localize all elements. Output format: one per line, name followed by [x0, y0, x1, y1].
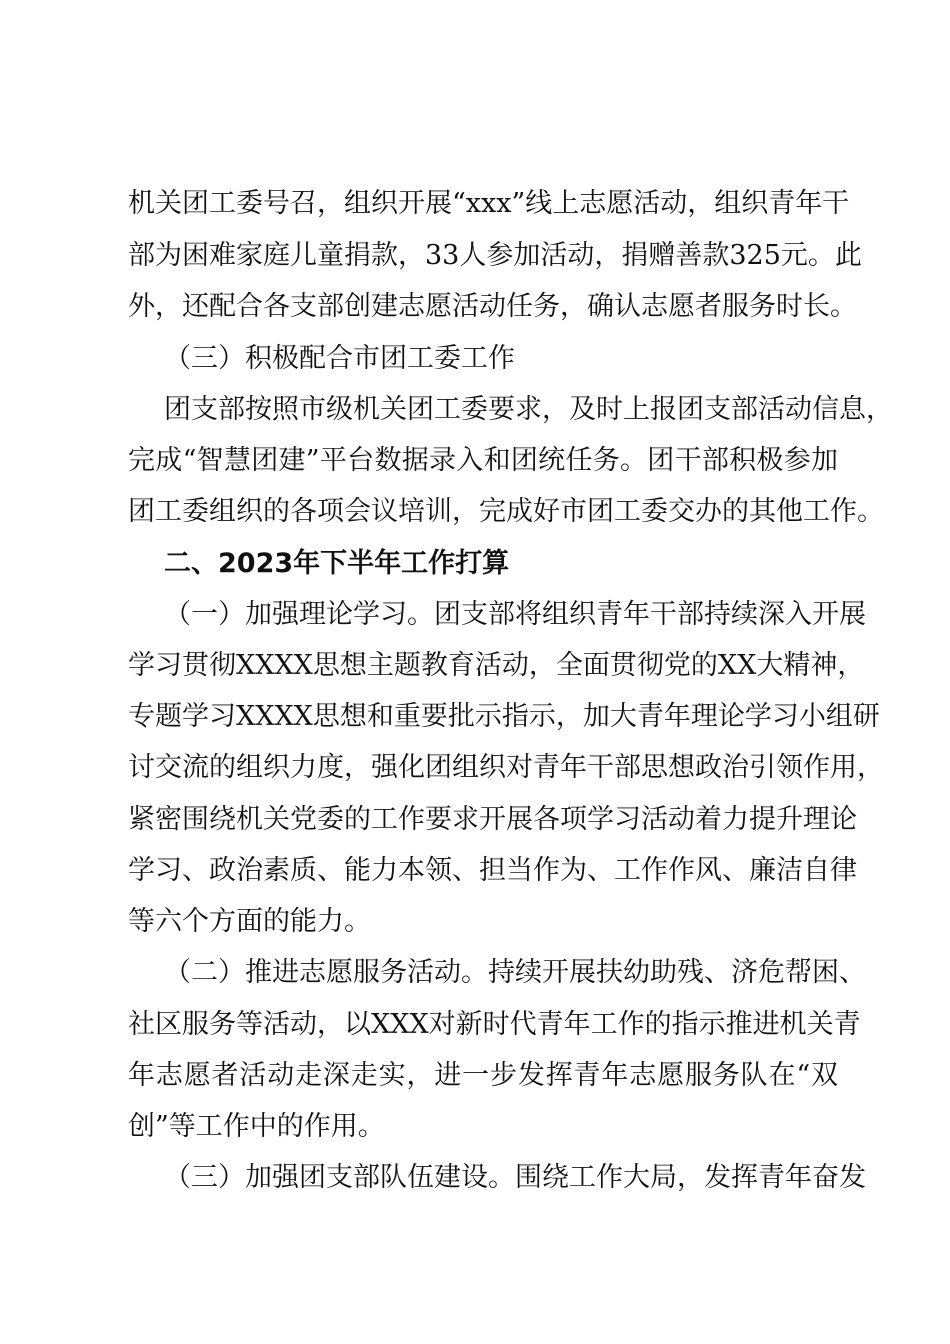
body-line: （一）加强理论学习。团支部将组织青年干部持续深入开展	[164, 599, 866, 630]
body-line: （三）加强团支部队伍建设。围绕工作大局，发挥青年奋发	[164, 1162, 866, 1193]
body-line: 完成“智慧团建”平台数据录入和团统任务。团干部积极参加	[128, 445, 838, 476]
body-line: 外，还配合各支部创建志愿活动任务，确认志愿者服务时长。	[128, 291, 857, 322]
body-line: 团工委组织的各项会议培训，完成好市团工委交办的其他工作。	[128, 496, 884, 527]
body-line: 团支部按照市级机关团工委要求，及时上报团支部活动信息，	[164, 394, 893, 425]
section-heading: 二、2023年下半年工作打算	[164, 548, 510, 579]
body-line: （二）推进志愿服务活动。持续开展扶幼助残、济危帮困、	[164, 957, 866, 988]
body-line: 等六个方面的能力。	[128, 906, 371, 937]
subheading-3: （三）积极配合市团工委工作	[164, 343, 515, 374]
body-line: 社区服务等活动，以XXX对新时代青年工作的指示推进机关青	[128, 1009, 861, 1040]
body-line: 学习贯彻XXXX思想主题教育活动，全面贯彻党的XX大精神，	[128, 650, 865, 681]
body-line: 学习、政治素质、能力本领、担当作为、工作作风、廉洁自律	[128, 855, 857, 886]
body-line: 年志愿者活动走深走实，进一步发挥青年志愿服务队在“双	[128, 1060, 838, 1091]
body-line: 专题学习XXXX思想和重要批示指示，加大青年理论学习小组研	[128, 701, 880, 732]
body-line: 创”等工作中的作用。	[128, 1111, 385, 1142]
body-line: 讨交流的组织力度，强化团组织对青年干部思想政治引领作用，	[128, 752, 884, 783]
body-line: 机关团工委号召，组织开展“xxx”线上志愿活动，组织青年干	[128, 188, 850, 219]
body-line: 部为困难家庭儿童捐款，33人参加活动，捐赠善款325元。此	[128, 240, 862, 271]
body-line: 紧密围绕机关党委的工作要求开展各项学习活动着力提升理论	[128, 804, 857, 835]
